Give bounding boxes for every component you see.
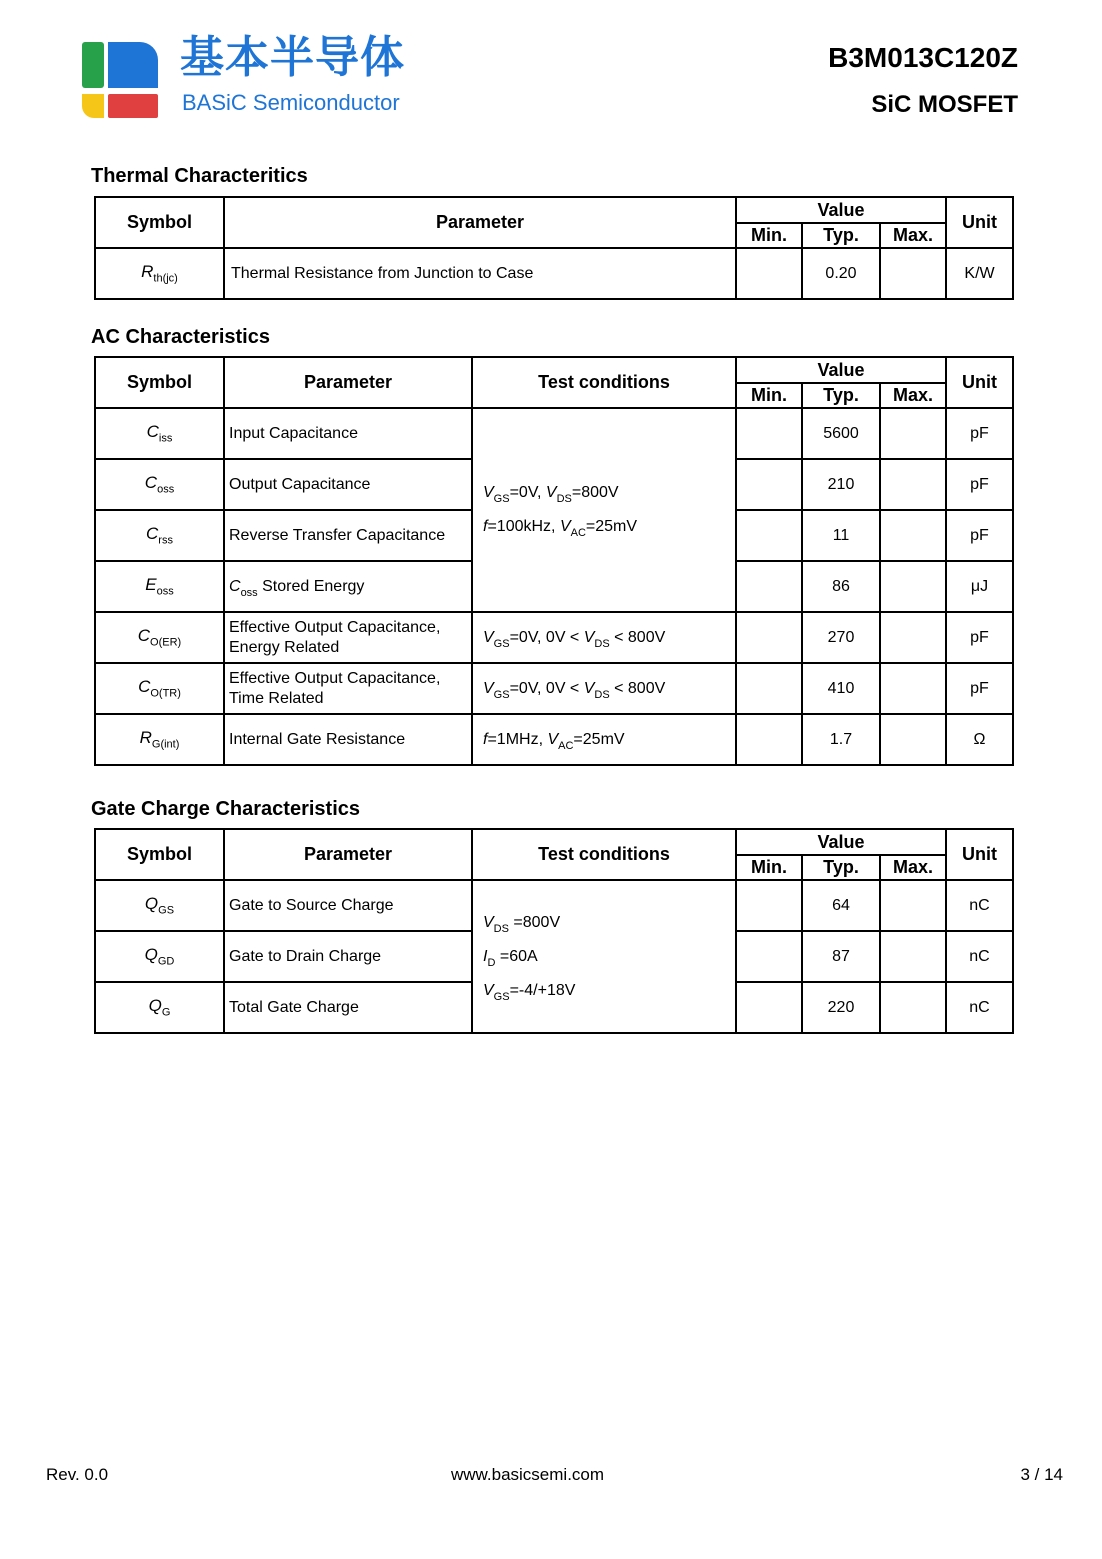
test-condition-cell: f=1MHz, $V_{AC}=25mV$ [472, 714, 736, 765]
symbol-cell: $C_{oss}$ [95, 459, 224, 510]
max-cell [880, 248, 946, 299]
unit-cell: Ω [946, 714, 1013, 765]
table-row [95, 714, 1013, 765]
unit-cell: nC [946, 931, 1013, 982]
symbol-cell: $E_{oss}$ [95, 561, 224, 612]
logo-blue-block [108, 42, 158, 88]
min-cell [736, 880, 802, 931]
footer-website[interactable]: www.basicsemi.com [451, 1465, 605, 1484]
header-test-conditions: Test conditions [472, 357, 736, 408]
condition-line-2: $I_D =60A$ [483, 947, 538, 969]
logo-green-block [82, 42, 104, 88]
table-row [95, 663, 1013, 714]
header-symbol: Symbol [95, 829, 224, 880]
max-cell [880, 714, 946, 765]
parameter-cell: Gate to Source Charge [224, 880, 472, 931]
shared-test-condition-cell [472, 408, 736, 612]
min-cell [736, 408, 802, 459]
typ-cell: 210 [802, 459, 880, 510]
ac-table [94, 356, 1014, 766]
header-parameter: Parameter [224, 197, 736, 248]
header-unit: Unit [946, 829, 1013, 880]
max-cell [880, 510, 946, 561]
footer-page-number: 3 / 14 [1020, 1465, 1063, 1484]
header-min: Min. [736, 855, 802, 880]
condition-line-1: $V_{GS}=0V$, $V_{DS}=800V$ [483, 484, 619, 505]
header-test-conditions: Test conditions [472, 829, 736, 880]
symbol-cell: $Q_{GD}$ [95, 931, 224, 982]
parameter-cell: Total Gate Charge [224, 982, 472, 1033]
min-cell [736, 612, 802, 663]
min-cell [736, 982, 802, 1033]
header-max: Max. [880, 855, 946, 880]
symbol-cell: $Q_G$ [95, 982, 224, 1033]
unit-cell: pF [946, 663, 1013, 714]
logo-red-block [108, 94, 158, 118]
ac-section-title: AC Characteristics [91, 326, 270, 348]
typ-cell: 410 [802, 663, 880, 714]
unit-cell: pF [946, 510, 1013, 561]
parameter-cell: Gate to Drain Charge [224, 931, 472, 982]
typ-cell: 86 [802, 561, 880, 612]
header-value: Value [736, 197, 946, 223]
unit-cell: nC [946, 880, 1013, 931]
condition-line-2: f=100kHz, $V_{AC}=25mV$ [483, 518, 638, 539]
parameter-cell: Effective Output Capacitance, Energy Related [224, 612, 472, 663]
symbol-cell: $C_{iss}$ [95, 408, 224, 459]
typ-cell: 220 [802, 982, 880, 1033]
header-max: Max. [880, 223, 946, 248]
header-min: Min. [736, 383, 802, 408]
typ-cell: 270 [802, 612, 880, 663]
header-parameter: Parameter [224, 829, 472, 880]
header-max: Max. [880, 383, 946, 408]
condition-line-3: $V_{GS}=-4/+18V$ [483, 981, 576, 1003]
header-value: Value [736, 829, 946, 855]
min-cell [736, 510, 802, 561]
typ-cell: 1.7 [802, 714, 880, 765]
parameter-cell: Output Capacitance [224, 459, 472, 510]
gate-charge-section-title: Gate Charge Characteristics [91, 798, 361, 820]
max-cell [880, 612, 946, 663]
table-row [95, 880, 1013, 931]
part-type: SiC MOSFET [871, 91, 1018, 118]
parameter-cell: Input Capacitance [224, 408, 472, 459]
shared-test-condition-cell [472, 880, 736, 1033]
min-cell [736, 931, 802, 982]
typ-cell: 11 [802, 510, 880, 561]
footer-revision: Rev. 0.0 [46, 1465, 109, 1484]
unit-cell: pF [946, 459, 1013, 510]
symbol-cell: $C_{rss}$ [95, 510, 224, 561]
header-symbol: Symbol [95, 197, 224, 248]
parameter-cell: $C_{oss}$ Stored Energy [224, 561, 472, 612]
brand-name-english: BASiC Semiconductor [182, 90, 400, 115]
header-unit: Unit [946, 197, 1013, 248]
parameter-cell: Internal Gate Resistance [224, 714, 472, 765]
header-unit: Unit [946, 357, 1013, 408]
parameter-cell: Reverse Transfer Capacitance [224, 510, 472, 561]
header-min: Min. [736, 223, 802, 248]
symbol-cell: $Q_{GS}$ [95, 880, 224, 931]
min-cell [736, 714, 802, 765]
thermal-table [94, 196, 1014, 300]
min-cell [736, 459, 802, 510]
part-number: B3M013C120Z [828, 42, 1018, 73]
symbol-cell: $R_{th(jc)}$ [95, 248, 224, 299]
max-cell [880, 561, 946, 612]
unit-cell: pF [946, 612, 1013, 663]
logo-yellow-block [82, 94, 104, 118]
max-cell [880, 663, 946, 714]
header-typ: Typ. [802, 383, 880, 408]
condition-line-1: $V_{DS} =800V$ [483, 913, 561, 935]
unit-cell: nC [946, 982, 1013, 1033]
max-cell [880, 408, 946, 459]
typ-cell: 5600 [802, 408, 880, 459]
max-cell [880, 931, 946, 982]
company-logo [82, 42, 158, 118]
min-cell [736, 663, 802, 714]
min-cell [736, 561, 802, 612]
table-row [95, 612, 1013, 663]
parameter-cell: Effective Output Capacitance, Time Related [224, 663, 472, 714]
thermal-section-title: Thermal Characteritics [91, 165, 308, 187]
table-row [95, 408, 1013, 459]
typ-cell: 87 [802, 931, 880, 982]
max-cell [880, 459, 946, 510]
test-condition-cell: $V_{GS}=0V$, $0V < V_{DS} < 800V$ [472, 663, 736, 714]
unit-cell: μJ [946, 561, 1013, 612]
min-cell [736, 248, 802, 299]
max-cell [880, 880, 946, 931]
brand-name-chinese: 基本半导体 [180, 32, 405, 83]
max-cell [880, 982, 946, 1033]
typ-cell: 64 [802, 880, 880, 931]
unit-cell: pF [946, 408, 1013, 459]
symbol-cell: $C_{O(TR)}$ [95, 663, 224, 714]
parameter-cell: Thermal Resistance from Junction to Case [224, 248, 736, 299]
header-typ: Typ. [802, 223, 880, 248]
header-value: Value [736, 357, 946, 383]
unit-cell: K/W [946, 248, 1013, 299]
symbol-cell: $C_{O(ER)}$ [95, 612, 224, 663]
typ-cell: 0.20 [802, 248, 880, 299]
header-typ: Typ. [802, 855, 880, 880]
table-row [95, 248, 1013, 299]
header-parameter: Parameter [224, 357, 472, 408]
test-condition-cell: $V_{GS}=0V$, $0V < V_{DS} < 800V$ [472, 612, 736, 663]
symbol-cell: $R_{G(int)}$ [95, 714, 224, 765]
gate-charge-table [94, 828, 1014, 1034]
header-symbol: Symbol [95, 357, 224, 408]
